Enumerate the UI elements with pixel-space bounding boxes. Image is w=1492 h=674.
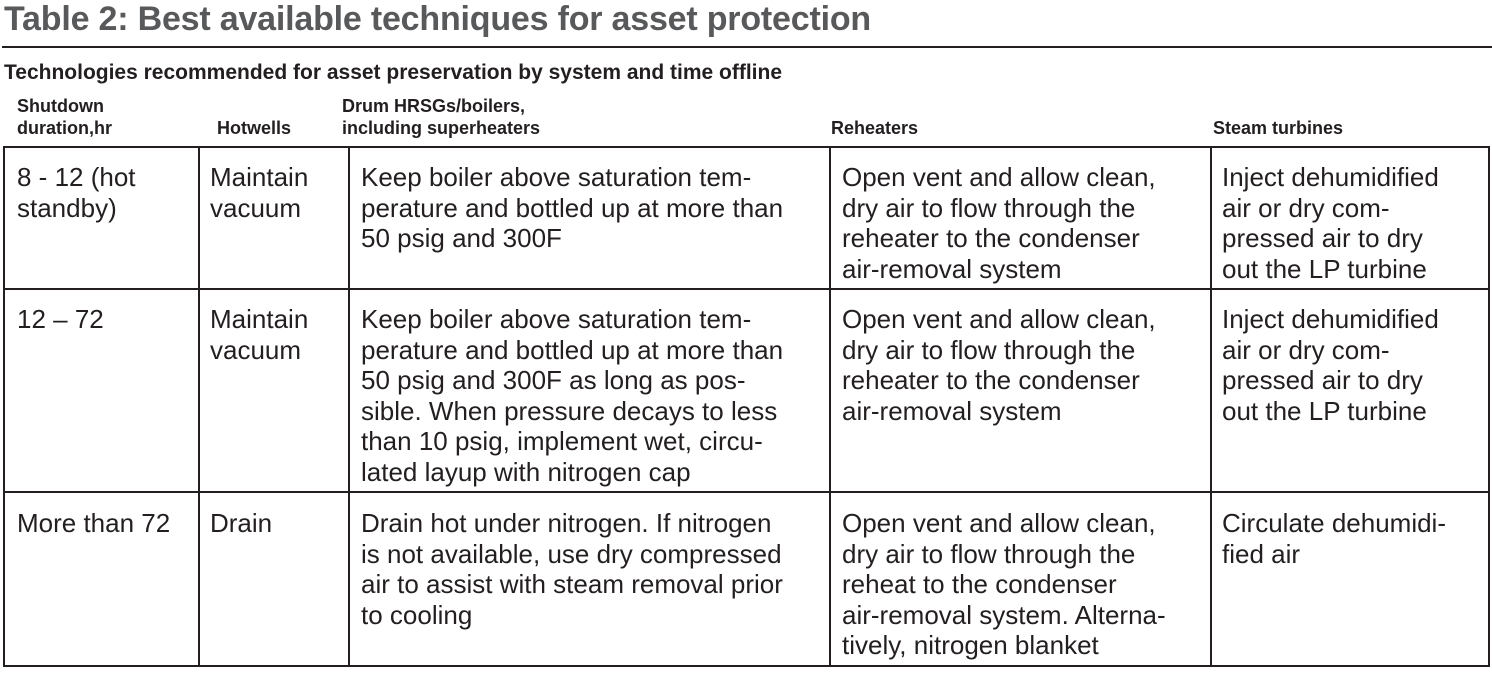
column-header-shutdown-duration: Shutdown duration,hr [17, 96, 112, 138]
column-header-hotwells: Hotwells [217, 118, 292, 138]
cell-row1-hotwells: Maintain vacuum [210, 162, 309, 223]
table-subtitle: Technologies recommended for asset preservation by system and time offline [4, 61, 782, 84]
cell-row2-turbines: Inject dehumidified air or dry com- pressed air to dry out the LP turbine [1222, 304, 1439, 426]
column-header-reheaters: Reheaters [831, 118, 919, 138]
column-header-drum-hrsgs-boilers: Drum HRSGs/boilers, including superheaters [342, 96, 541, 138]
cell-row3-hotwells: Drain [210, 508, 273, 538]
row-divider [5, 288, 1488, 290]
cell-row2-duration: 12 – 72 [17, 304, 104, 334]
table-title: Table 2: Best available techniques for asset protection [4, 0, 871, 38]
cell-row1-reheaters: Open vent and allow clean, dry air to flow through the reheater to the condenser air-removal system [842, 162, 1156, 284]
cell-row3-boilers: Drain hot under nitrogen. If nitrogen is not available, use dry compressed air to assist with steam removal prior to cooling [361, 508, 783, 630]
cell-row1-turbines: Inject dehumidified air or dry com- pressed air to dry out the LP turbine [1222, 162, 1439, 284]
cell-row2-hotwells: Maintain vacuum [210, 304, 309, 365]
column-divider [348, 148, 350, 665]
cell-row3-turbines: Circulate dehumidi- fied air [1222, 508, 1446, 569]
cell-row3-reheaters: Open vent and allow clean, dry air to flow through the reheat to the condenser air-removal system. Alterna- tively, nitrogen blanket [842, 508, 1166, 660]
cell-row1-duration: 8 - 12 (hot standby) [17, 162, 136, 223]
cell-row2-boilers: Keep boiler above saturation tem- perature and bottled up at more than 50 psig and 300F as long as pos- sible. When pressure decays to less than 10 psig, implement wet, circu- lated layup with nitrogen cap [361, 304, 784, 487]
row-divider [5, 491, 1488, 493]
column-divider [198, 148, 200, 665]
cell-row3-duration: More than 72 [17, 508, 171, 538]
column-divider [829, 148, 831, 665]
column-divider [1210, 148, 1212, 665]
title-divider [2, 46, 1492, 48]
column-header-steam-turbines: Steam turbines [1213, 118, 1344, 138]
cell-row2-reheaters: Open vent and allow clean, dry air to flow through the reheater to the condenser air-removal system [842, 304, 1156, 426]
cell-row1-boilers: Keep boiler above saturation tem- perature and bottled up at more than 50 psig and 300F [361, 162, 784, 253]
